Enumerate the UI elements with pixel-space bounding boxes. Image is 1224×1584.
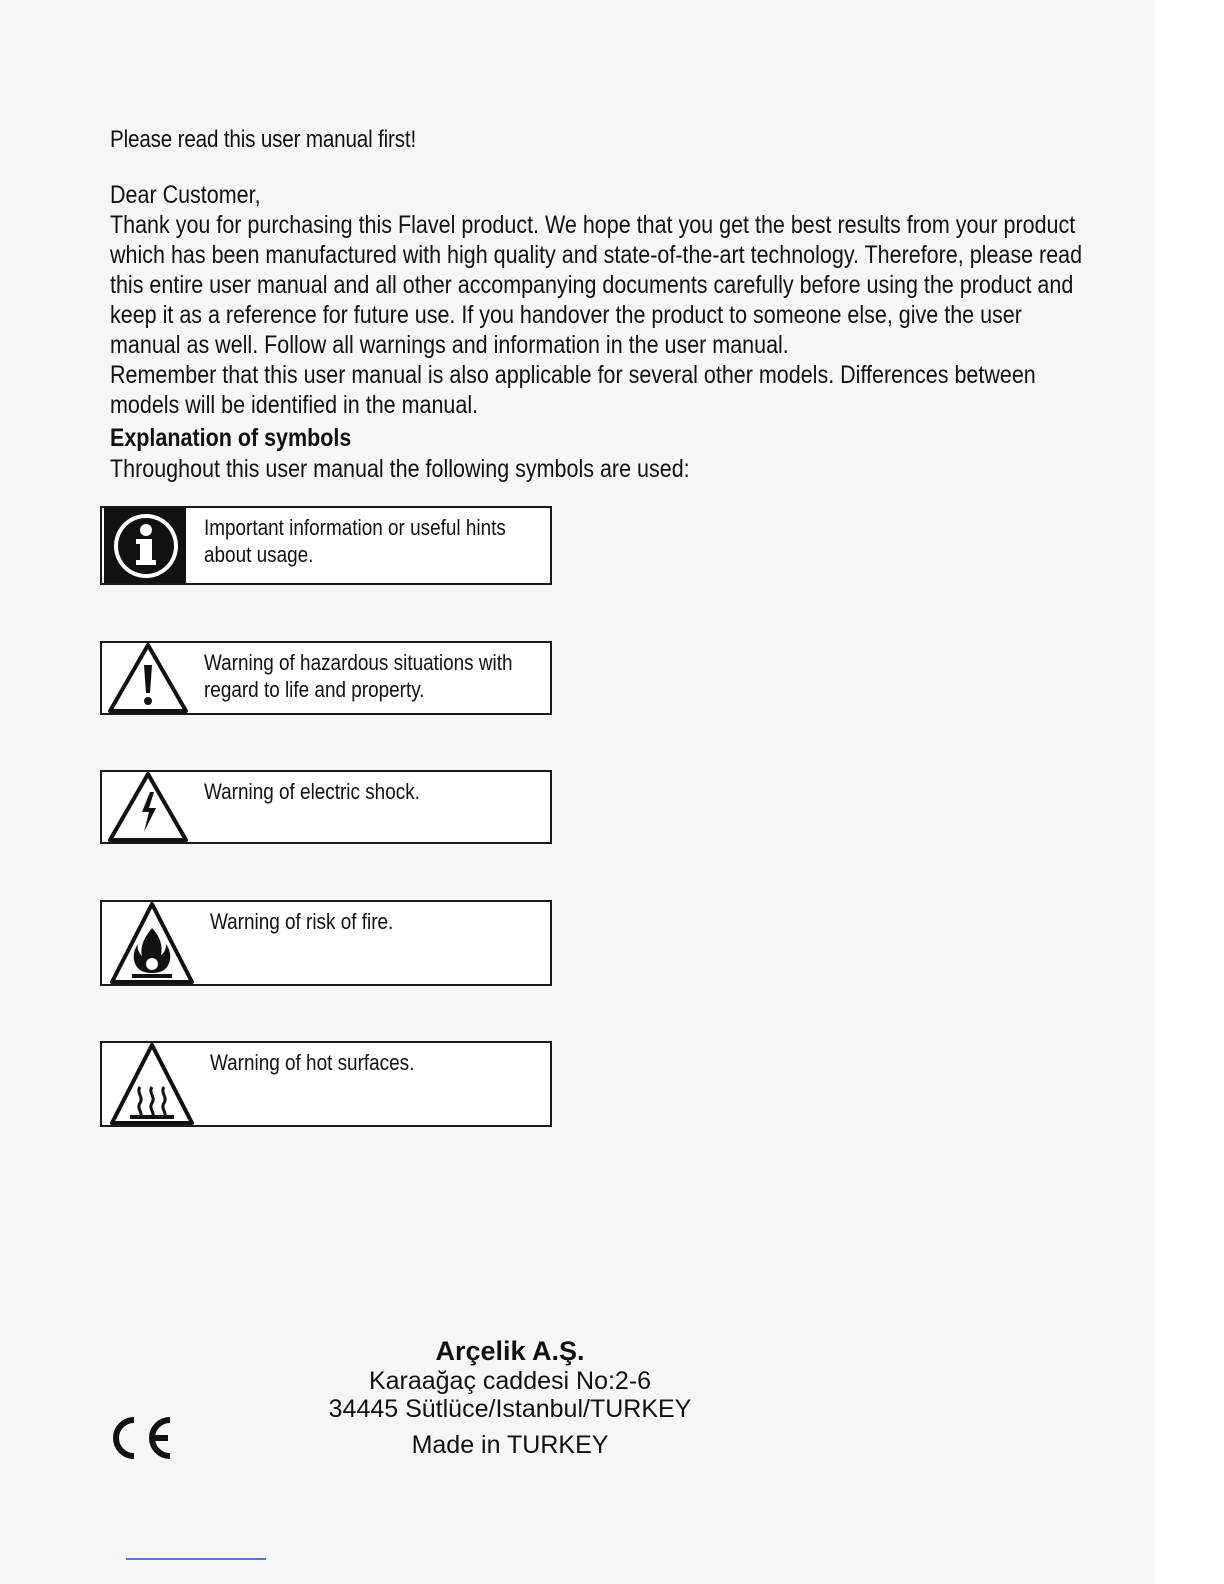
symbol-text-fire: Warning of risk of fire. <box>210 909 394 934</box>
symbols-heading: Explanation of symbols <box>110 424 352 452</box>
ce-mark-icon <box>108 1414 174 1462</box>
page-footer-line <box>126 1558 266 1560</box>
info-icon <box>102 508 188 583</box>
intro-text <box>110 180 1090 420</box>
symbol-box-electric <box>100 770 552 844</box>
symbol-text-electric: Warning of electric shock. <box>204 779 420 804</box>
intro-paragraph: Thank you for purchasing this Flavel product. We hope that you get the best results from your product which has been manufactured with high quality and state-of-the-art technology. Therefore, please read this entire user manual and all other accompanying documents carefully before using the product and keep it as a reference for future use. If you handover the product to someone else, give the user manual as well. Follow all warnings and information in the user manual. <box>110 211 1083 359</box>
symbol-text-hot-surface: Warning of hot surfaces. <box>210 1050 415 1075</box>
address-line-1: Karaağaç caddesi No:2-6 <box>368 1367 652 1395</box>
page-title: Please read this user manual first! <box>110 126 417 153</box>
models-paragraph: Remember that this user manual is also applicable for several other models. Differences between models will be identified in the manual. <box>110 361 1036 419</box>
fire-risk-icon <box>102 902 197 984</box>
address-line-2: 34445 Sütlüce/Istanbul/TURKEY <box>328 1395 692 1423</box>
symbol-box-hazard <box>100 641 552 715</box>
symbol-text-info: Important information or useful hints about usage. <box>204 515 506 567</box>
symbol-box-hot-surface <box>100 1041 552 1127</box>
hot-surface-icon <box>102 1043 197 1125</box>
symbols-intro: Throughout this user manual the following symbols are used: <box>110 455 690 483</box>
page-edge <box>1154 0 1224 1584</box>
company-name: Arçelik A.Ş. <box>435 1336 585 1366</box>
salutation: Dear Customer, <box>110 181 261 209</box>
symbol-box-fire <box>100 900 552 986</box>
electric-shock-icon <box>102 772 192 842</box>
manufacturer-address <box>280 1335 740 1459</box>
made-in-label: Made in TURKEY <box>411 1431 609 1459</box>
hazard-warning-icon <box>102 643 192 713</box>
symbol-box-info <box>100 506 552 585</box>
symbol-text-hazard: Warning of hazardous situations with regard to life and property. <box>204 650 513 702</box>
